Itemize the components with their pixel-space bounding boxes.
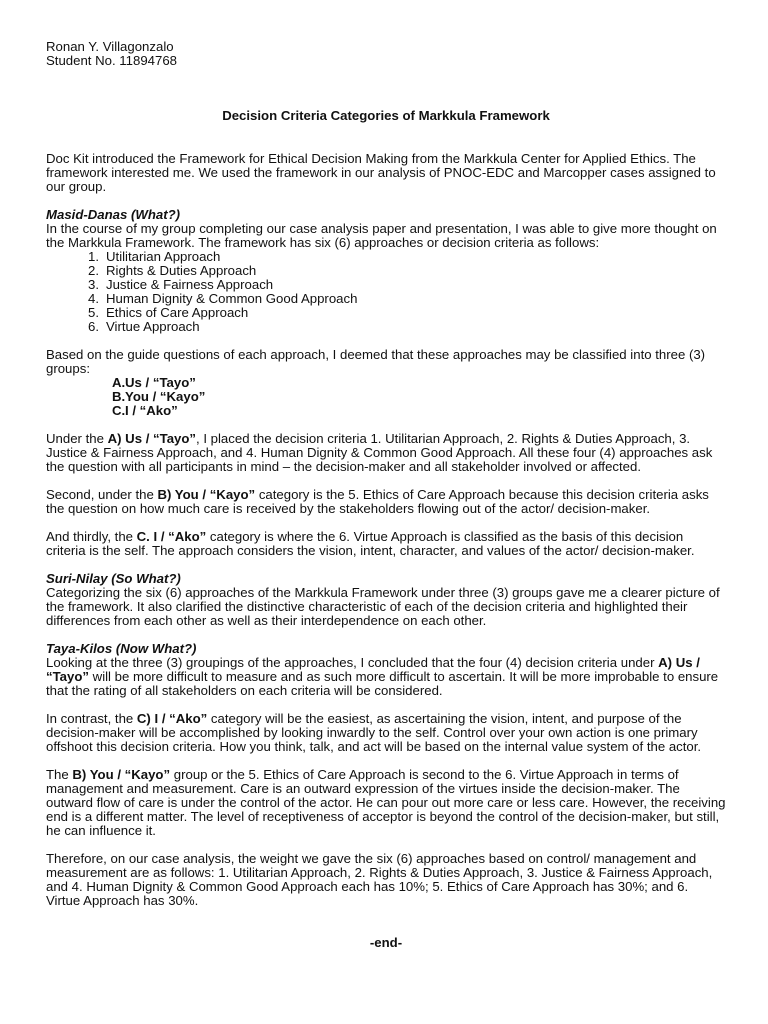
section-heading-suri-nilay: Suri-Nilay (So What?) [46,571,181,586]
list-text: Us / “Tayo” [125,375,196,390]
list-letter: C. [112,403,126,418]
document-page [46,40,726,950]
section1-paragraph: In the course of my group completing our case analysis paper and presentation, I was able to give more thought on the Markkula Framework. The framework has six (6) approaches or decision criteria as follows: [46,221,717,250]
text-run: category will be the easiest, as ascertaining the vision, intent, and purpose of the decision-maker will be accomplished by looking inwardly to the self. Control over your own action is one primary offshoot this decision criteria. How you think, talk, and act will be based on the internal value system of the actor. [46,711,702,754]
under-us-paragraph [46,432,726,474]
list-item [46,292,726,306]
bold-run: B) You / “Kayo” [72,767,171,782]
intro-paragraph: Doc Kit introduced the Framework for Ethical Decision Making from the Markkula Center for Applied Ethics. The framework interested me. We used the framework in our analysis of PNOC-EDC and Marcopper cases assigned to our group. [46,151,716,194]
list-text: I / “Ako” [125,403,178,418]
section3-paragraph-3 [46,768,726,838]
list-item [112,404,726,418]
list-number: 2. [88,263,99,278]
list-number: 5. [88,305,99,320]
list-item [46,320,726,334]
section3-paragraph-2 [46,712,726,754]
end-marker: -end- [369,935,403,950]
list-text: Virtue Approach [106,319,200,334]
section2-paragraph: Categorizing the six (6) approaches of the Markkula Framework under three (3) groups gave me a clearer picture of the framework. It also clarified the distinctive characteristic of each of the decision criteria and highlighted their differences from each other as well as their interdependence on each other. [46,585,720,628]
student-number: Student No. 11894768 [46,53,178,68]
groups-intro-paragraph: Based on the guide questions of each approach, I deemed that these approaches may be classified into three (3) groups: [46,347,706,376]
list-text: Ethics of Care Approach [106,305,249,320]
groups-list [46,376,726,418]
text-run: The [46,767,73,782]
list-number: 4. [88,291,99,306]
list-letter: B. [112,389,126,404]
bold-run: C) I / “Ako” [136,711,208,726]
approaches-list [46,250,726,334]
second-you-paragraph [46,488,726,516]
document-title: Decision Criteria Categories of Markkula Framework [222,108,550,123]
bold-run: C. I / “Ako” [136,529,207,544]
text-run: group or the 5. Ethics of Care Approach is second to the 6. Virtue Approach in terms of management and measurement. Care is an outward expression of the virtues inside the decision-maker. The outward flow of care is under the control of the actor. He can pour out more care or less care. However, the receiving end is a different matter. The level of receptiveness of acceptor is beyond the control of the decision-maker, but still, he can influence it. [46,767,726,838]
text-run: And thirdly, the [46,529,137,544]
bold-run: B) You / “Kayo” [157,487,256,502]
list-letter: A. [112,375,126,390]
list-item [46,250,726,264]
list-number: 1. [88,249,99,264]
list-number: 6. [88,319,99,334]
text-run: , I placed the decision criteria 1. Utilitarian Approach, 2. Rights & Duties Approach, 3. Justice & Fairness Approach, and 4. Human Dignity & Common Good Approach. All these four (4) approaches ask the question with all participants in mind – the decision-maker and all stakeholder involved or affected. [46,431,713,474]
list-text: Justice & Fairness Approach [106,277,274,292]
list-text: Human Dignity & Common Good Approach [106,291,358,306]
list-text: Utilitarian Approach [106,249,221,264]
bold-run: A) Us / “Tayo” [46,655,700,684]
list-item [46,264,726,278]
text-run: In contrast, the [46,711,137,726]
text-run: will be more difficult to measure and as such more difficult to ascertain. It will be more improbable to ensure that the rating of all stakeholders on each criteria will be considered. [46,669,719,698]
section3-paragraph-4: Therefore, on our case analysis, the weight we gave the six (6) approaches based on control/ management and measurement are as follows: 1. Utilitarian Approach, 2. Rights & Duties Approach, 3. Justice & Fairness Approach, and 4. Human Dignity & Common Good Approach each has 10%; 5. Ethics of Care Approach has 30%; and 6. Virtue Approach has 30%. [46,851,713,908]
author-name: Ronan Y. Villagonzalo [46,39,174,54]
section-heading-masid-danas: Masid-Danas (What?) [46,207,181,222]
list-item [112,376,726,390]
bold-run: A) Us / “Tayo” [107,431,197,446]
list-item [46,306,726,320]
third-ako-paragraph [46,530,726,558]
list-text: Rights & Duties Approach [106,263,257,278]
list-text: You / “Kayo” [125,389,206,404]
list-item [112,390,726,404]
text-run: Looking at the three (3) groupings of the approaches, I concluded that the four (4) decision criteria under [46,655,659,670]
text-run: category is the 5. Ethics of Care Approach because this decision criteria asks the question on how much care is received by the stakeholders flowing out of the actor/ decision-maker. [46,487,709,516]
text-run: category is where the 6. Virtue Approach is classified as the basis of this decision criteria is the self. The approach considers the vision, intent, character, and values of the actor/ decision-maker. [46,529,695,558]
list-number: 3. [88,277,99,292]
section-heading-taya-kilos: Taya-Kilos (Now What?) [46,641,197,656]
text-run: Second, under the [46,487,158,502]
text-run: Under the [46,431,108,446]
list-item [46,278,726,292]
section3-paragraph-1 [46,656,726,698]
